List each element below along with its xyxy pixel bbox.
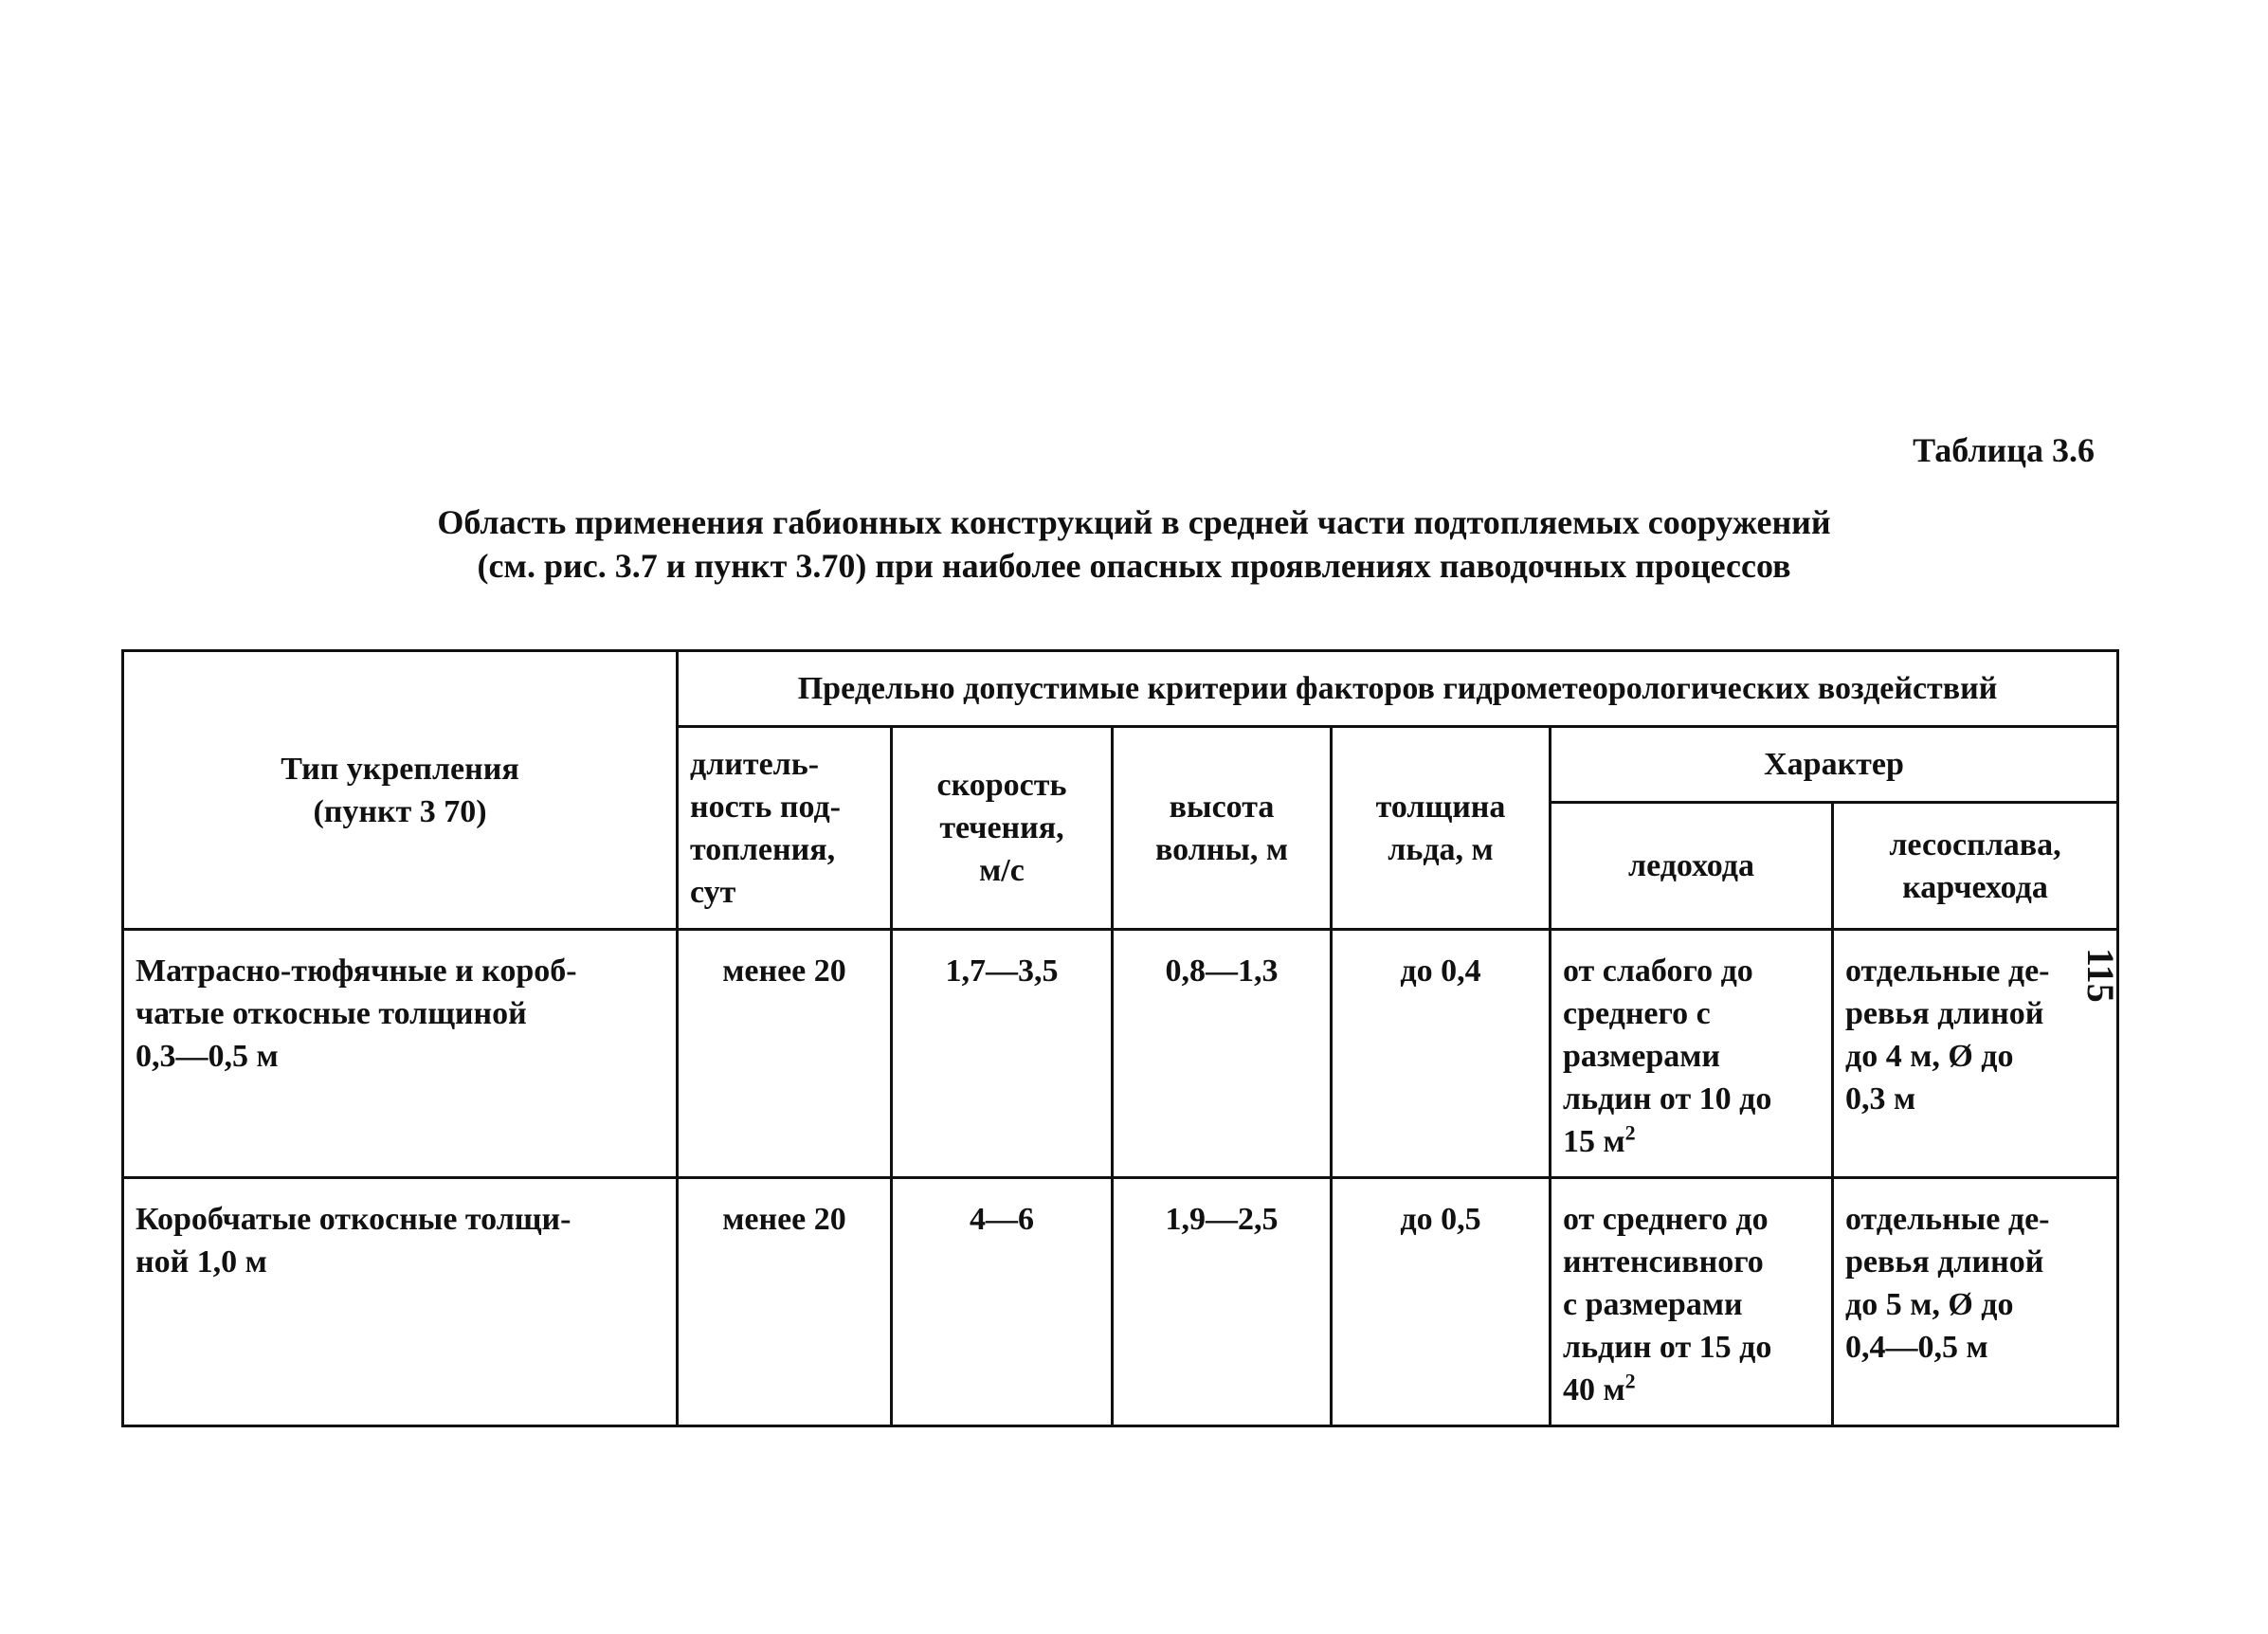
row-2-timber-line-4: 0,4—0,5 м bbox=[1845, 1330, 1988, 1365]
row-2-ice-drift-line-2: интенсивного bbox=[1563, 1244, 1764, 1280]
header-wave-line-1: высота bbox=[1169, 789, 1275, 825]
header-duration-line-3: топления, bbox=[690, 831, 836, 867]
header-velocity bbox=[892, 727, 1113, 930]
row-2-ice-drift-line-5 bbox=[1563, 1369, 1820, 1411]
row-1-ice-drift-exponent: 2 bbox=[1624, 1120, 1636, 1145]
header-velocity-line-3: м/с bbox=[979, 853, 1025, 888]
row-2-timber-line-1: отдельные де- bbox=[1845, 1202, 2050, 1237]
header-ice-line-2: льда, м bbox=[1388, 831, 1494, 867]
row-2-timber bbox=[1833, 1178, 2118, 1426]
row-1-ice-drift-line-3: размерами bbox=[1563, 1039, 1720, 1074]
row-2-wave-value: 1,9—2,5 bbox=[1165, 1202, 1279, 1237]
row-2-type-line-1: Коробчатые откосные толщи- bbox=[136, 1202, 572, 1237]
row-1-wave-value: 0,8—1,3 bbox=[1165, 953, 1279, 989]
header-duration-line-2: ность под- bbox=[690, 789, 841, 825]
header-ice-drift: ледохода bbox=[1551, 803, 1833, 930]
criteria-table bbox=[121, 649, 2119, 1427]
table-row bbox=[123, 1178, 2118, 1426]
row-2-ice-drift-area: 40 м bbox=[1563, 1372, 1625, 1407]
row-2-timber-line-3: до 5 м, Ø до bbox=[1845, 1287, 2014, 1322]
row-1-type-line-2: чатые откосные толщиной bbox=[136, 996, 527, 1031]
header-duration-line-4: сут bbox=[690, 874, 736, 910]
header-character-group: Характер bbox=[1551, 727, 2118, 803]
row-2-duration bbox=[678, 1178, 892, 1426]
header-ice-line-1: толщина bbox=[1375, 789, 1506, 825]
row-2-ice-drift-line-1: от среднего до bbox=[1563, 1202, 1769, 1237]
table-label: Таблица 3.6 bbox=[1913, 431, 2095, 469]
row-2-ice-value: до 0,5 bbox=[1400, 1202, 1481, 1237]
header-type-line-2: (пункт 3 70) bbox=[313, 793, 487, 829]
row-1-velocity-value: 1,7—3,5 bbox=[945, 953, 1059, 989]
page-number: 115 bbox=[2079, 948, 2122, 1003]
header-criteria-group: Предельно допустимые критерии факторов гидрометеорологических воздействий bbox=[678, 651, 2118, 727]
row-2-timber-line-2: ревья длиной bbox=[1845, 1244, 2044, 1280]
row-2-velocity bbox=[892, 1178, 1113, 1426]
row-2-type-line-2: ной 1,0 м bbox=[136, 1244, 267, 1280]
row-2-ice-drift-line-4: льдин от 15 до bbox=[1563, 1330, 1772, 1365]
row-1-ice-value: до 0,4 bbox=[1400, 953, 1481, 989]
row-2-wave bbox=[1113, 1178, 1332, 1426]
row-2-type bbox=[123, 1178, 678, 1426]
header-timber-line-1: лесосплава, bbox=[1889, 826, 2061, 862]
row-2-ice-drift bbox=[1551, 1178, 1833, 1426]
row-1-ice-drift-line-2: среднего с bbox=[1563, 996, 1711, 1031]
row-1-timber bbox=[1833, 930, 2118, 1178]
row-1-ice-drift-line-4: льдин от 10 до bbox=[1563, 1081, 1772, 1117]
row-1-type-line-3: 0,3—0,5 м bbox=[136, 1039, 279, 1074]
header-wave-line-2: волны, м bbox=[1154, 831, 1289, 867]
header-duration bbox=[678, 727, 892, 930]
row-1-ice-drift bbox=[1551, 930, 1833, 1178]
header-ice bbox=[1332, 727, 1551, 930]
row-1-wave bbox=[1113, 930, 1332, 1178]
row-1-timber-line-3: до 4 м, Ø до bbox=[1845, 1039, 2014, 1074]
header-type-line-1: Тип укрепления bbox=[281, 751, 519, 787]
row-1-ice bbox=[1332, 930, 1551, 1178]
row-1-timber-line-4: 0,3 м bbox=[1845, 1081, 1916, 1117]
row-1-type bbox=[123, 930, 678, 1178]
row-1-ice-drift-line-1: от слабого до bbox=[1563, 953, 1753, 989]
row-1-timber-line-1: отдельные де- bbox=[1845, 953, 2050, 989]
header-duration-line-1: длитель- bbox=[690, 746, 820, 782]
row-2-ice bbox=[1332, 1178, 1551, 1426]
table-row bbox=[123, 930, 2118, 1178]
row-2-duration-value: менее 20 bbox=[722, 1202, 846, 1237]
row-2-velocity-value: 4—6 bbox=[970, 1202, 1034, 1237]
row-1-ice-drift-area: 15 м bbox=[1563, 1124, 1625, 1159]
header-row-1 bbox=[123, 651, 2118, 727]
header-type-cell bbox=[123, 651, 678, 930]
header-timber-line-2: карчехода bbox=[1902, 869, 2048, 905]
title-line-2: (см. рис. 3.7 и пункт 3.70) при наиболее опасных проявлениях паводочных процессов bbox=[477, 547, 1791, 585]
row-2-ice-drift-exponent: 2 bbox=[1624, 1369, 1636, 1393]
row-1-duration bbox=[678, 930, 892, 1178]
row-1-type-line-1: Матрасно-тюфячные и короб- bbox=[136, 953, 577, 989]
table-title bbox=[0, 500, 2268, 588]
header-timber bbox=[1833, 803, 2118, 930]
row-2-ice-drift-line-3: с размерами bbox=[1563, 1287, 1743, 1322]
row-1-timber-line-2: ревья длиной bbox=[1845, 996, 2044, 1031]
header-velocity-line-2: течения, bbox=[939, 810, 1064, 845]
header-velocity-line-1: скорость bbox=[936, 768, 1067, 803]
header-wave bbox=[1113, 727, 1332, 930]
title-line-1: Область применения габионных конструкций в средней части подтопляемых сооружений bbox=[437, 503, 1831, 541]
row-1-velocity bbox=[892, 930, 1113, 1178]
row-1-ice-drift-line-5 bbox=[1563, 1120, 1820, 1163]
row-1-duration-value: менее 20 bbox=[722, 953, 846, 989]
